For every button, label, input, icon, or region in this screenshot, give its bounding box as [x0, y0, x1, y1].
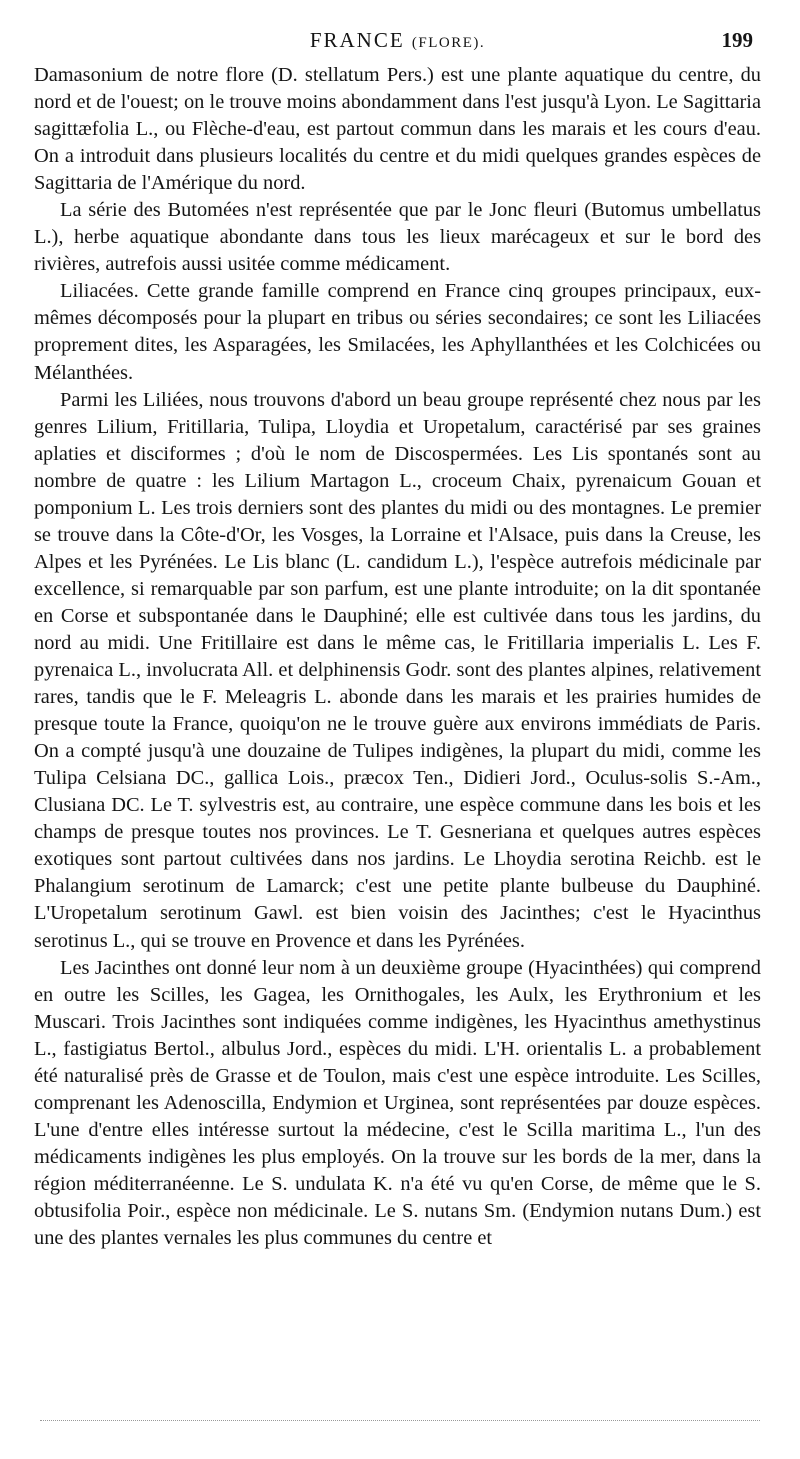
running-head-title: FRANCE	[309, 28, 405, 52]
paragraph-liliacees: Liliacées. Cette grande famille comprend en France cinq groupes principaux, eux-mêmes décomposés pour la plupart en tribus ou séries secondaires; ce sont les Liliacées proprement dites, les Asparagées, les Smilacées, les Aphyllanthées et les Colchicées ou Mélanthées.	[34, 280, 761, 384]
footer-rule	[40, 1420, 760, 1422]
page-body	[34, 62, 761, 1252]
running-head-subtitle: (FLORE).	[411, 35, 486, 51]
page-header	[34, 28, 761, 58]
running-head	[34, 28, 761, 53]
book-page	[34, 28, 761, 1252]
paragraph-jacinthes: Les Jacinthes ont donné leur nom à un deuxième groupe (Hyacinthées) qui comprend en outre les Scilles, les Gagea, les Ornithogales, les Aulx, les Erythronium et les Muscari. Trois Jacinthes sont indiquées comme indigènes, les Hyacinthus amethystinus L., fastigiatus Bertol., albulus Jord., espèces du midi. L'H. orientalis L. a probablement été naturalisé près de Grasse et de Toulon, mais c'est une espèce introduite. Les Scilles, comprenant les Adenoscilla, Endymion et Urginea, sont représentées par douze espèces. L'une d'entre elles intéresse surtout la médecine, c'est le Scilla maritima L., l'un des médicaments indigènes les plus employés. On la trouve sur les bords de la mer, dans la région méditerranéenne. Le S. undulata K. n'a été vu qu'en Corse, de même que le S. obtusifolia Poir., espèce non médicinale. Le S. nutans Sm. (Endymion nutans Dum.) est une des plantes vernales les plus communes du centre et	[34, 956, 761, 1250]
paragraph-damasonium: Damasonium de notre flore (D. stellatum Pers.) est une plante aquatique du centre, du nord et de l'ouest; on le trouve moins abondamment dans l'est jusqu'à Lyon. Le Sagittaria sagittæfolia L., ou Flèche-d'eau, est partout commun dans les marais et les cours d'eau. On a introduit dans plusieurs localités du centre et du midi quelques grandes espèces de Sagittaria de l'Amérique du nord.	[34, 64, 761, 195]
paragraph-butomees: La série des Butomées n'est représentée que par le Jonc fleuri (Butomus umbellatus L.), herbe aquatique abondante dans tous les lieux marécageux et sur le bord des rivières, autrefois aussi usitée comme médicament.	[34, 199, 761, 276]
paragraph-liliees: Parmi les Liliées, nous trouvons d'abord un beau groupe représenté chez nous par les genres Lilium, Fritillaria, Tulipa, Lloydia et Uropetalum, caractérisé par ses graines aplaties et disciformes ; d'où le nom de Discospermées. Les Lis spontanés sont au nombre de quatre : les Lilium Martagon L., croceum Chaix, pyrenaicum Gouan et pomponium L. Les trois derniers sont des plantes du midi ou des montagnes. Le premier se trouve dans la Côte-d'Or, les Vosges, la Lorraine et l'Alsace, puis dans la Creuse, les Alpes et les Pyrénées. Le Lis blanc (L. candidum L.), l'espèce autrefois médicinale par excellence, si remarquable par son parfum, est une plante introduite; on la dit spontanée en Corse et subspontanée dans le Dauphiné; elle est cultivée dans tous les jardins, du nord au midi. Une Fritillaire est dans le même cas, le Fritillaria imperialis L. Les F. pyrenaica L., involucrata All. et delphinensis Godr. sont des plantes alpines, relativement rares, tandis que le F. Meleagris L. abonde dans les marais et les prairies humides de presque toute la France, quoiqu'on ne le trouve guère aux environs immédiats de Paris. On a compté jusqu'à une douzaine de Tulipes indigènes, la plupart du midi, comme les Tulipa Celsiana DC., gallica Lois., præcox Ten., Didieri Jord., Oculus-solis S.-Am., Clusiana DC. Le T. sylvestris est, au contraire, une espèce commune dans les bois et les champs de presque toutes nos provinces. Le T. Gesneriana et quelques autres espèces exotiques sont partout cultivées dans nos jardins. Le Lhoydia serotina Reichb. est le Phalangium serotinum de Lamarck; c'est une petite plante bulbeuse du Dauphiné. L'Uropetalum serotinum Gawl. est bien voisin des Jacinthes; c'est le Hyacinthus serotinus L., qui se trouve en Provence et dans les Pyrénées.	[34, 388, 761, 952]
page-number: 199	[721, 28, 753, 52]
